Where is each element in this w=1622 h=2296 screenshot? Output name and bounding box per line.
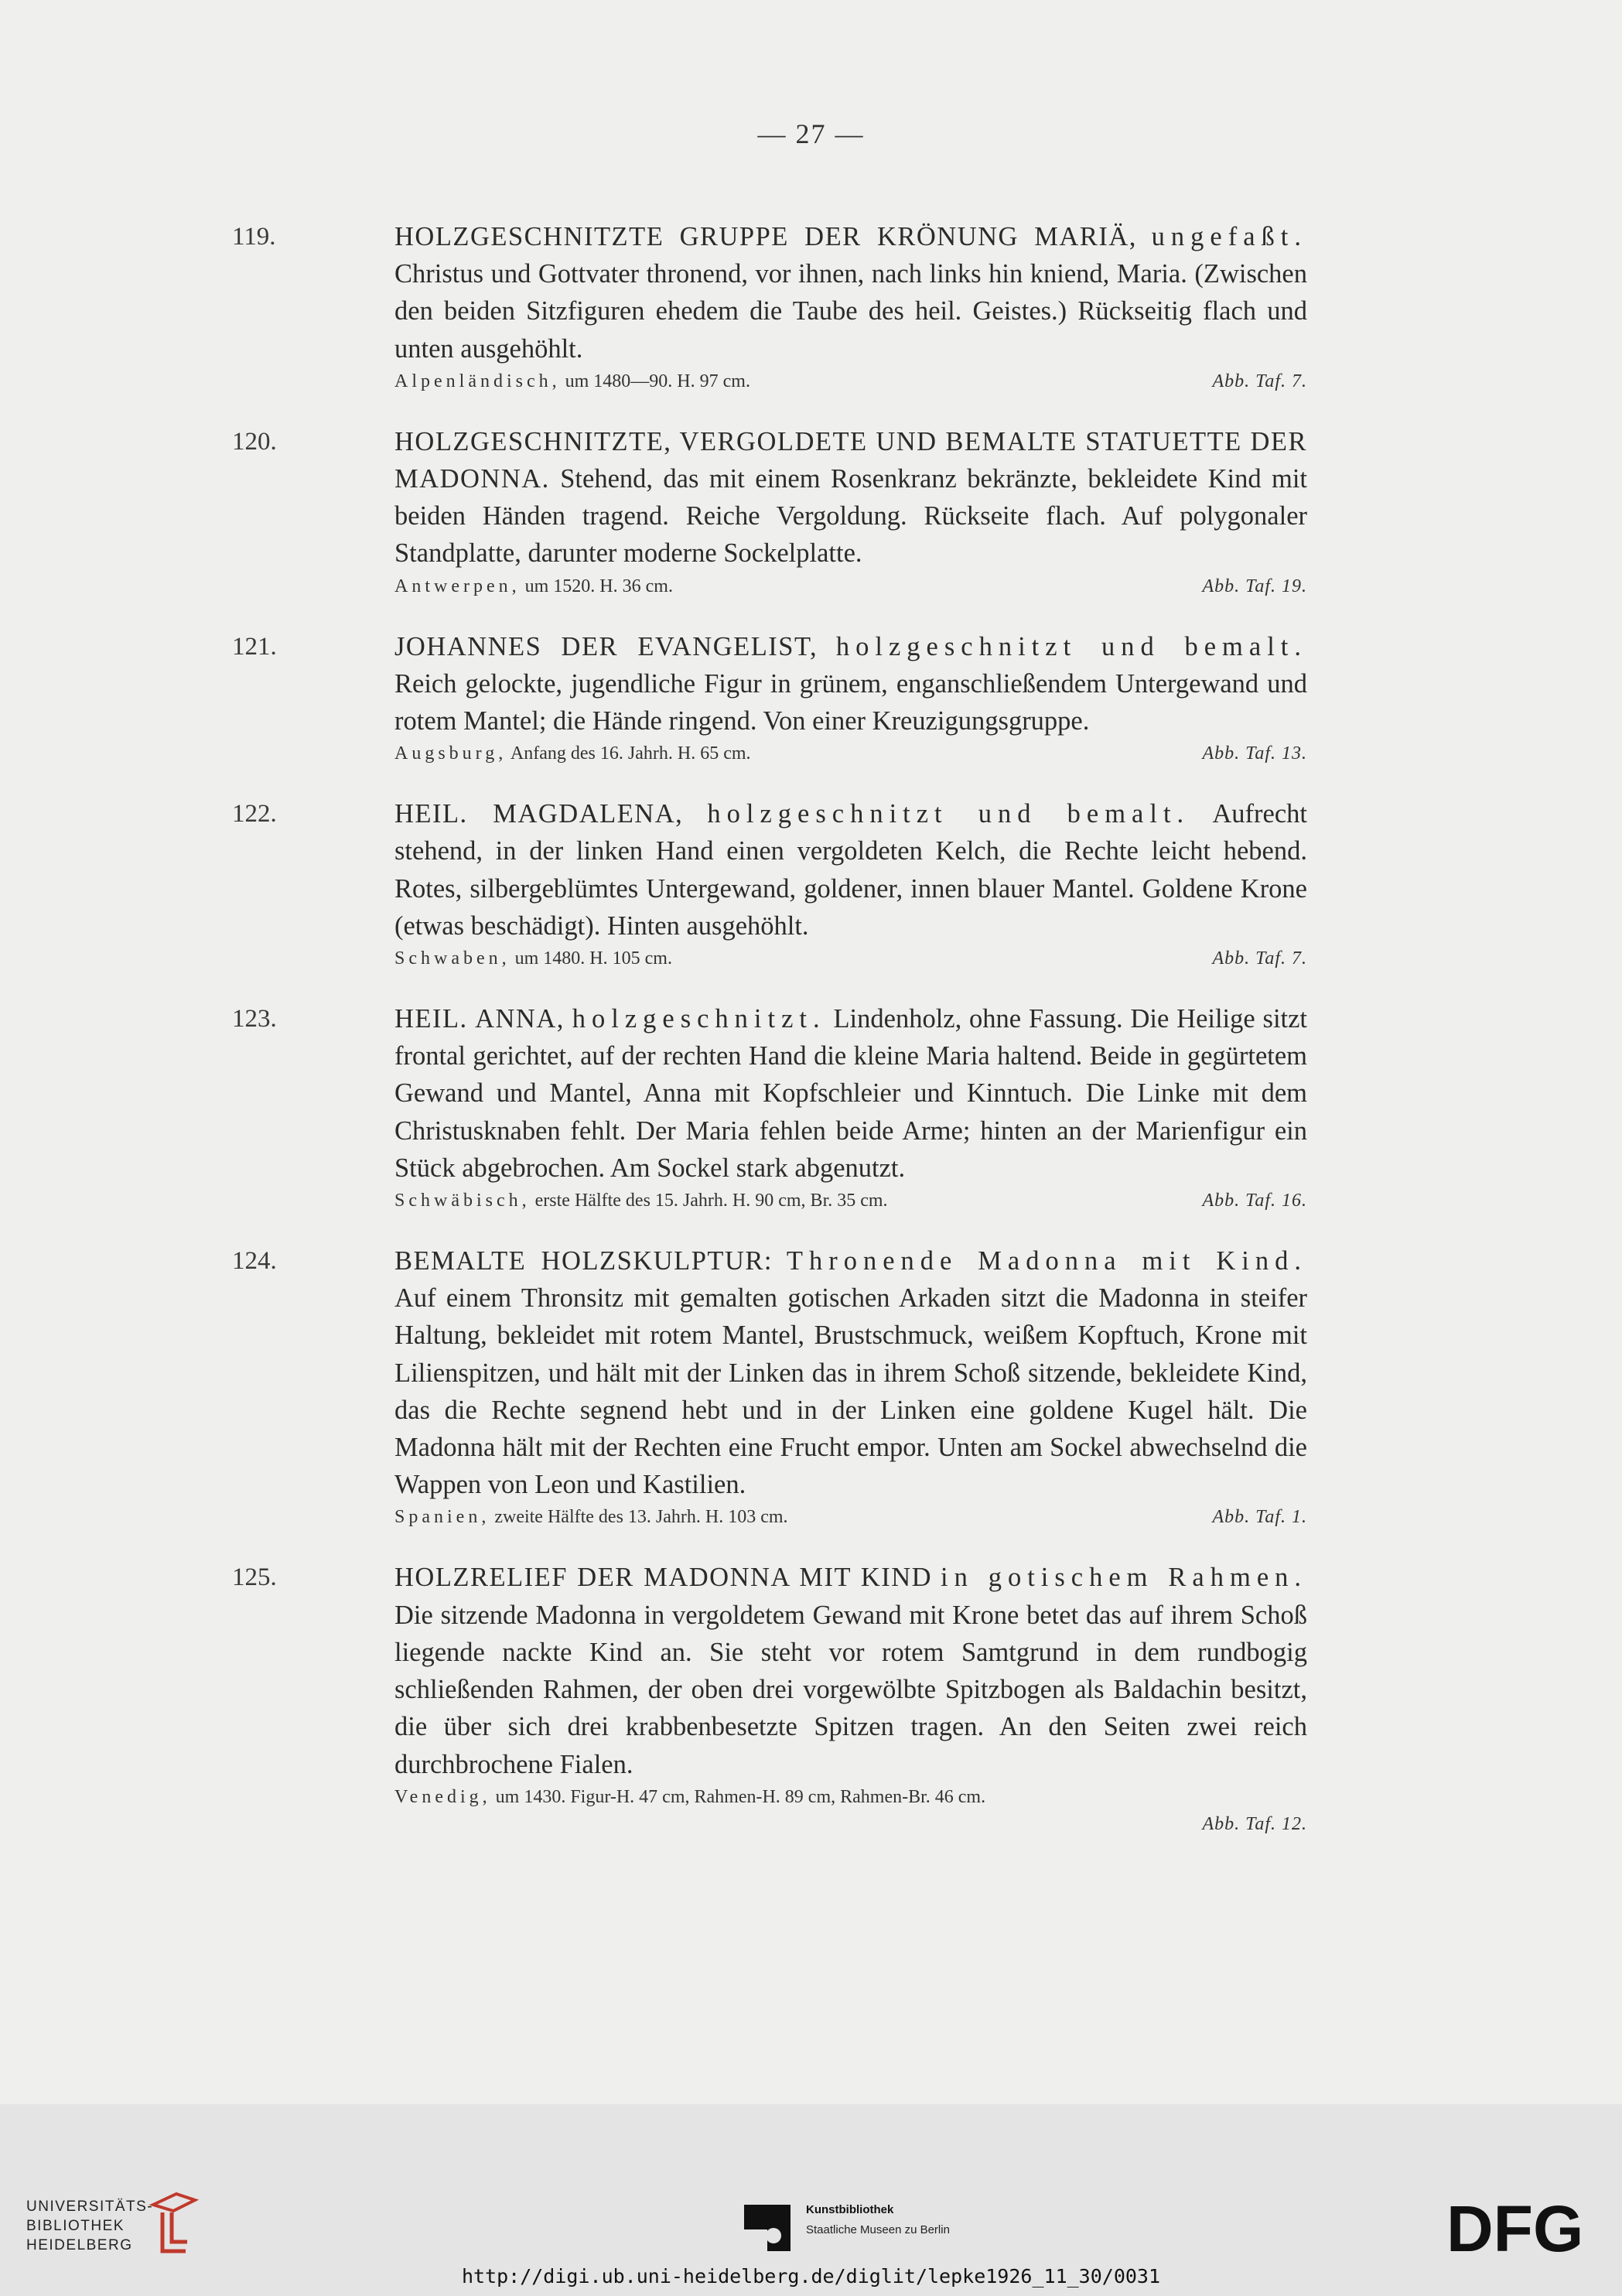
entry-technique: holzgeschnitzt und bemalt. — [835, 631, 1307, 661]
catalog-entry-124 — [232, 1242, 1315, 1531]
entry-provenance — [394, 572, 1307, 600]
entry-provenance — [394, 367, 1307, 395]
entry-place: Spanien, — [394, 1507, 490, 1528]
entry-place: Schwaben, — [394, 948, 511, 969]
catalog-entry-123 — [232, 1000, 1315, 1215]
entry-technique: Thronende Madonna mit Kind. — [786, 1246, 1308, 1276]
entry-technique: ungefaßt. — [1151, 222, 1307, 251]
entry-plate-ref: Abb. Taf. 1. — [1212, 1507, 1307, 1528]
entry-technique: in gotischem Rahmen. — [940, 1563, 1308, 1593]
entry-detail: um 1480. H. 105 cm. — [514, 948, 672, 969]
kunstbibliothek-title: Kunstbibliothek — [806, 2203, 894, 2216]
entry-place: Alpenländisch, — [394, 371, 561, 391]
entry-provenance — [394, 945, 1307, 972]
entry-number: 121. — [232, 632, 277, 661]
entry-plate-ref: Abb. Taf. 12. — [1202, 1813, 1307, 1834]
entry-number: 119. — [232, 223, 276, 251]
entry-detail: um 1430. Figur-H. 47 cm, Rahmen-H. 89 cm, Rahmen-Br. 46 cm. — [495, 1786, 986, 1807]
entry-description: Auf einem Thronsitz mit gemalten gotischen Arkaden sitzt die Madonna in steifer Haltung, bekleidet mit rotem Mantel, Brustschmuck, weißem Kopftuch, Krone mit Lilienspitzen, und hält mit der Linken das in ihrem Schoß sitzende, bekleidete Kind, das die Rechte segnend hebt und in der Linken eine goldene Kugel hält. Die Madonna hält mit der Rechten eine Frucht empor. Unten am Sockel abwechselnd die Wappen von Leon und Kastilien. — [394, 1283, 1307, 1500]
ub-heidelberg-logo-text: UNIVERSITÄTS- BIBLIOTHEK HEIDELBERG — [26, 2199, 154, 2253]
source-url[interactable]: http://digi.ub.uni-heidelberg.de/diglit/lepke1926_11_30/0031 — [461, 2265, 1161, 2287]
entry-heading: HEIL. ANNA, — [394, 1004, 565, 1034]
entry-description: Aufrecht stehend, in der linken Hand einen vergoldeten Kelch, die Rechte leicht hebend. Rotes, silbergeblümtes Untergewand, goldener, innen blauer Mantel. Goldene Krone (etwas beschädigt). Hinten ausgehöhlt. — [394, 799, 1307, 941]
catalog-entry-125 — [232, 1559, 1315, 1836]
entry-heading: BEMALTE HOLZSKULPTUR: — [394, 1246, 773, 1276]
entry-provenance — [394, 1783, 1307, 1811]
catalog-entries — [232, 218, 1315, 1865]
kunstbibliothek-icon — [741, 2202, 794, 2254]
entry-plate-ref: Abb. Taf. 19. — [1202, 576, 1307, 596]
entry-technique: holzgeschnitzt und bemalt. — [707, 799, 1190, 829]
page-number: — 27 — — [757, 118, 865, 149]
entry-detail: zweite Hälfte des 13. Jahrh. H. 103 cm. — [494, 1507, 788, 1528]
entry-detail: Anfang des 16. Jahrh. H. 65 cm. — [510, 743, 751, 764]
entry-place: Venedig, — [394, 1786, 491, 1807]
entry-description: Lindenholz, ohne Fassung. Die Heilige sitzt frontal gerichtet, auf der rechten Hand die kleine Maria haltend. Beide in gegürtetem Gewand und Mantel, Anna mit Kopfschleier und Kinntuch. Die Linke mit dem Christusknaben fehlt. Der Maria fehlen beide Arme; hinten an der Marienfigur ein Stück abgebrochen. Am Sockel stark abgenutzt. — [394, 1004, 1308, 1183]
entry-plate-ref: Abb. Taf. 13. — [1202, 743, 1307, 764]
svg-text:DFG: DFG — [1446, 2197, 1584, 2259]
entry-heading: HOLZRELIEF DER MADONNA MIT KIND — [394, 1563, 933, 1593]
entry-detail: um 1480—90. H. 97 cm. — [565, 371, 750, 391]
entry-number: 125. — [232, 1563, 277, 1592]
entry-number: 123. — [232, 1005, 277, 1034]
entry-place: Schwäbisch, — [394, 1191, 531, 1211]
entry-description: Stehend, das mit einem Rosenkranz bekränzte, bekleidete Kind mit beiden Händen tragend. Reiche Vergoldung. Rückseite flach. Auf polygonaler Standplatte, darunter moderne Sockelplatte. — [394, 464, 1308, 569]
catalog-entry-120 — [232, 423, 1315, 600]
entry-heading: JOHANNES DER EVANGELIST, — [394, 631, 818, 661]
catalog-entry-119 — [232, 218, 1315, 395]
catalog-entry-122 — [232, 795, 1315, 972]
entry-heading: HOLZGESCHNITZTE GRUPPE DER KRÖNUNG MARIÄ, — [394, 222, 1137, 251]
entry-number: 122. — [232, 800, 277, 829]
entry-provenance — [394, 1503, 1307, 1531]
entry-detail: um 1520. H. 36 cm. — [524, 576, 673, 596]
entry-heading: HOLZGESCHNITZTE, VERGOLDETE UND BEMALTE STATUETTE DER MADONNA. — [394, 426, 1307, 494]
entry-number: 120. — [232, 427, 277, 456]
catalog-entry-121 — [232, 628, 1315, 768]
entry-number: 124. — [232, 1247, 277, 1276]
entry-place: Antwerpen, — [394, 576, 521, 596]
ub-heidelberg-logo-icon — [147, 2189, 201, 2259]
entry-description: Reich gelockte, jugendliche Figur in grünem, enganschließendem Untergewand und rotem Mantel; die Hände ringend. Von einer Kreuzigungsgruppe. — [394, 668, 1307, 736]
entry-plate-ref: Abb. Taf. 7. — [1212, 948, 1307, 969]
entry-heading: HEIL. MAGDALENA, — [394, 799, 684, 829]
entry-technique: holzgeschnitzt. — [572, 1004, 826, 1034]
entry-detail: erste Hälfte des 15. Jahrh. H. 90 cm, Br. 35 cm. — [534, 1191, 888, 1211]
entry-description: Die sitzende Madonna in vergoldetem Gewand mit Krone betet das auf ihrem Schoß liegende nackte Kind an. Sie steht vor rotem Samtgrund in dem rundbogig schließenden Rahmen, der oben drei vorgewölbte Spitzbogen als Baldachin besitzt, die über sich drei krabbenbesetzte Spitzen tragen. An den Seiten zwei reich durchbrochene Fialen. — [394, 1600, 1307, 1779]
entry-provenance — [394, 1187, 1307, 1215]
kunstbibliothek-subtitle: Staatliche Museen zu Berlin — [806, 2223, 950, 2236]
entry-place: Augsburg, — [394, 743, 507, 764]
digitization-footer — [0, 2104, 1622, 2296]
entry-plate-ref: Abb. Taf. 7. — [1212, 371, 1307, 391]
dfg-logo — [1446, 2197, 1601, 2259]
entry-provenance — [394, 740, 1307, 767]
entry-plate-ref: Abb. Taf. 16. — [1202, 1191, 1307, 1211]
entry-description: Christus und Gottvater thronend, vor ihnen, nach links hin kniend, Maria. (Zwischen den beiden Sitzfiguren ehedem die Taube des heil. Geistes.) Rückseitig flach und unten ausgehöhlt. — [394, 259, 1307, 364]
